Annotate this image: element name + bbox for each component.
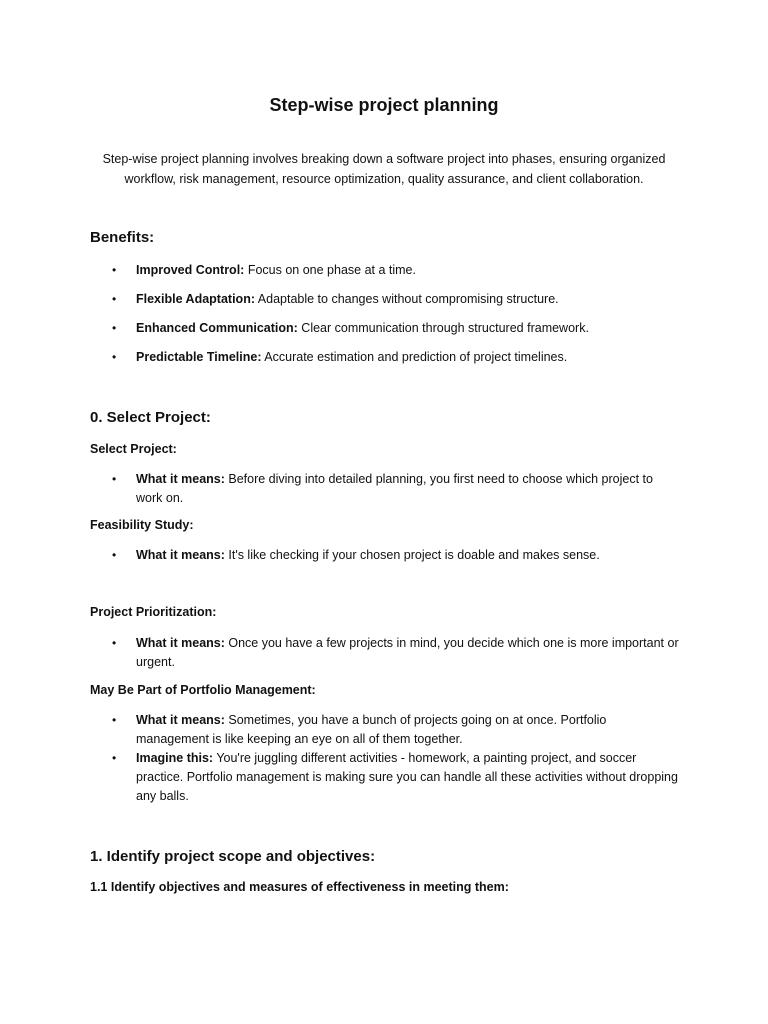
bullet: • [112, 350, 117, 364]
list-item-text: Before diving into detailed planning, you first need to choose which project to work on. [136, 472, 653, 505]
bullet: • [112, 751, 117, 765]
list-item-term: Predictable Timeline: [136, 350, 262, 364]
list-item [90, 749, 680, 806]
list-item-text: It's like checking if your chosen project is doable and makes sense. [224, 548, 600, 562]
list-item-term: What it means: [136, 472, 225, 486]
list-item-text: Clear communication through structured framework. [297, 321, 589, 335]
prioritization-heading: Project Prioritization: [90, 605, 217, 619]
prioritization-list [90, 634, 680, 672]
benefits-heading: Benefits: [90, 229, 155, 246]
list-item-term: Imagine this: [136, 751, 214, 765]
section-0-heading: 0. Select Project: [90, 409, 211, 426]
portfolio-list [90, 711, 680, 806]
list-item-text: Once you have a few projects in mind, you decide which one is more important or urgent. [136, 636, 679, 669]
list-item-term: What it means: [136, 548, 225, 562]
list-item-term: Improved Control: [136, 263, 245, 277]
bullet: • [112, 472, 117, 486]
list-item-term: What it means: [136, 713, 225, 727]
page-title: Step-wise project planning [269, 95, 499, 115]
list-item-text: Focus on one phase at a time. [244, 263, 416, 277]
feasibility-heading: Feasibility Study: [90, 518, 194, 532]
list-item-text: Accurate estimation and prediction of project timelines. [261, 350, 568, 364]
bullet: • [112, 713, 117, 727]
list-item [90, 711, 680, 749]
list-item-term: Flexible Adaptation: [136, 292, 255, 306]
bullet: • [112, 548, 117, 562]
portfolio-heading: May Be Part of Portfolio Management: [90, 683, 316, 697]
list-item [90, 546, 680, 565]
bullet: • [112, 292, 117, 306]
section-1-heading: 1. Identify project scope and objectives: [90, 848, 376, 865]
bullet: • [112, 636, 117, 650]
bullet: • [112, 263, 117, 277]
list-item [90, 261, 680, 280]
list-item [90, 348, 680, 367]
list-item [90, 634, 680, 672]
list-item-term: Enhanced Communication: [136, 321, 298, 335]
list-item-text: Adaptable to changes without compromising structure. [255, 292, 559, 306]
select-project-list [90, 470, 680, 508]
list-item [90, 470, 680, 508]
list-item-text: You're juggling different activities - homework, a painting project, and soccer practice. Portfolio management is making sure you can handle all these activities without dropping any balls. [136, 751, 678, 803]
list-item [90, 319, 680, 338]
list-item-text: Sometimes, you have a bunch of projects going on at once. Portfolio management is like keeping an eye on all of them together. [136, 713, 607, 746]
section-1-1-heading: 1.1 Identify objectives and measures of effectiveness in meeting them: [90, 880, 509, 894]
list-item-term: What it means: [136, 636, 225, 650]
feasibility-list [90, 546, 680, 565]
benefits-list [90, 261, 680, 367]
intro-paragraph: Step-wise project planning involves breaking down a software project into phases, ensuring organized workflow, risk management, resource optimization, quality assurance, and client collaboration. [102, 152, 666, 186]
select-project-heading: Select Project: [90, 442, 177, 456]
list-item [90, 290, 680, 309]
bullet: • [112, 321, 117, 335]
